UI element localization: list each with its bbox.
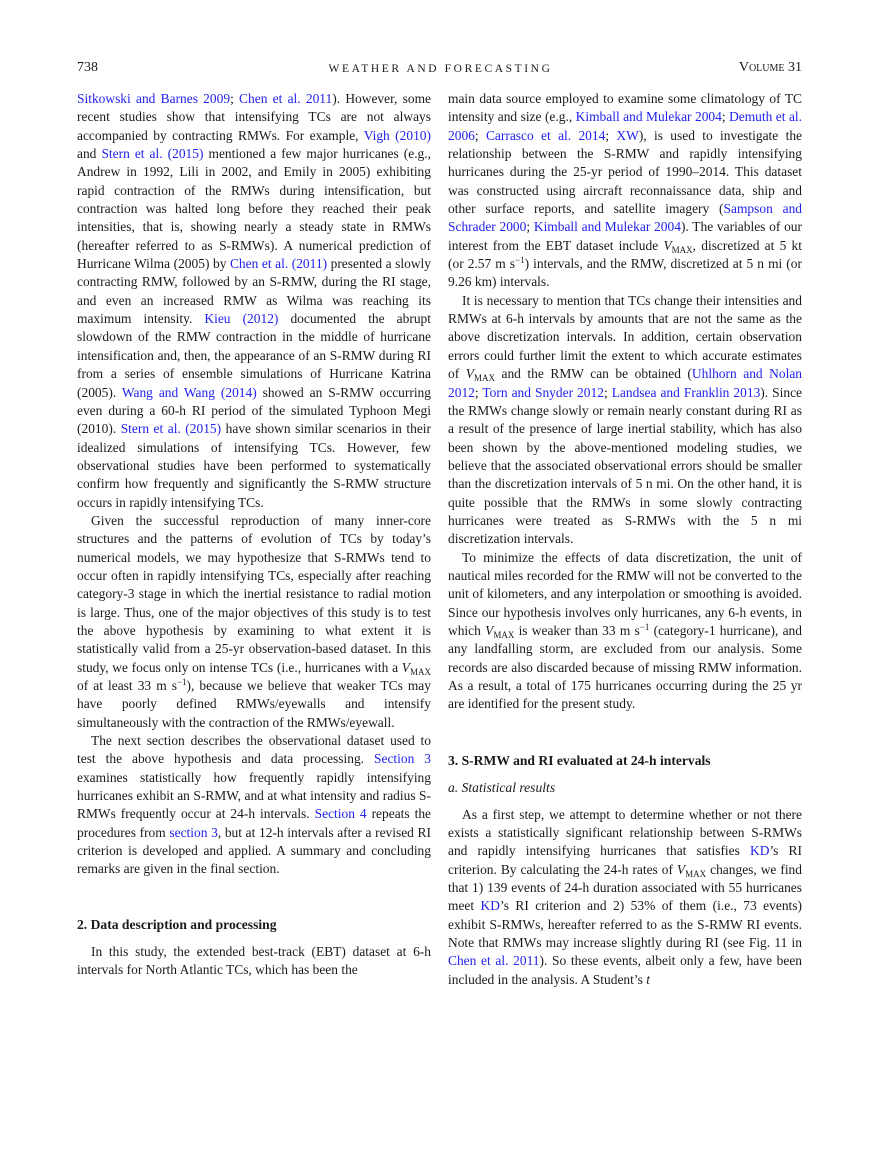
citation-link[interactable]: [239, 91, 332, 106]
run-text: mentioned a few major hurricanes (e.g., Andrew in 1992, Lili in 2002, and Emily in 2005) exhibiting rapid contraction of the RMWs during intensification, but contraction was halted long before they reached their peak intensities, that is, showing nearly a steady state in RMWs (hereafter referred to as S-RMWs). A numerical prediction of Hurricane Wilma (2005) by: [77, 146, 431, 272]
run-text: have shown similar scenarios in their idealized simulations of intensifying TCs. However, few observational studies have been performed to systematically confirm how frequently and significantly the S-RMW structure occurs in rapidly intensifying TCs.: [77, 421, 431, 510]
math-symbol: [677, 862, 706, 877]
text-run: [77, 146, 431, 271]
body-paragraph: [77, 512, 431, 732]
citation-link[interactable]: [77, 91, 230, 106]
run-text: , but at 12-h intervals after a revised RI criterion is developed and applied. A summary and concluding remarks are given in the final section.: [77, 824, 431, 877]
citation-link[interactable]: [616, 128, 638, 143]
journal-title: WEATHER AND FORECASTING: [328, 63, 553, 75]
page-number: 738: [77, 60, 98, 75]
run-text: XW: [616, 127, 639, 143]
text-run: [514, 623, 649, 638]
run-text: ;: [605, 127, 617, 143]
run-text: V: [465, 366, 474, 382]
text-run: [495, 366, 692, 381]
run-text: ;: [474, 384, 483, 400]
run-text: ;: [603, 384, 612, 400]
subsection-heading: a. Statistical results: [448, 779, 556, 795]
section-heading: 2. Data description and processing: [77, 916, 277, 932]
math-symbol: [663, 238, 692, 253]
run-text: ), is used to investigate the relationship between the S-RMW and rapidly intensifying hurricanes during the 25-yr period of 1990–2014. This dataset was constructed using aircraft reconnaissance data, ship and other surface reports, and satellite imagery (: [448, 127, 803, 217]
run-text: Uhlhorn and Nolan 2012: [448, 366, 803, 400]
run-text: (category-1 hurricane), and any landfalling storm, are excluded from our analysis. Some records are also discarded because of missing RMW information. As a result, a total of 175 hurricanes occurring during the 25 yr are identified for the present study.: [448, 622, 802, 712]
run-text: It is necessary to mention that TCs change their intensities and RMWs at 6-h intervals by amounts that are not the same as the above discretization intervals. In addition, certain observation errors could further limit the extent to which accurate estimates of: [448, 292, 802, 382]
run-text: KD: [480, 898, 500, 914]
run-text: is weaker than 33 m s: [514, 622, 640, 638]
superscript: −1: [176, 677, 187, 687]
run-text: ’s RI criterion. By calculating the 24-h rates of: [448, 843, 802, 877]
run-text: Section 4: [314, 806, 367, 822]
text-run: [77, 944, 431, 977]
subscript: MAX: [685, 868, 707, 879]
run-text: showed an S-RMW occurring even during a 60-h RI period of the simulated Typhoon Megi (2010).: [77, 384, 431, 437]
run-text: Kieu (2012): [204, 311, 279, 327]
run-text: KD: [750, 843, 770, 859]
text-run: [526, 219, 533, 234]
run-text: Torn and Snyder 2012: [482, 384, 604, 400]
run-text: Kimball and Mulekar 2004: [575, 109, 722, 125]
run-text: documented the abrupt slowdown of the RMW contraction in the middle of hurricane intensification and, then, the appearance of an S-RMW during RI from a series of ensemble simulations of Hurricane Katrina (2005).: [77, 311, 432, 400]
run-text: ), because we believe that weaker TCs may have poorly defined RMWs/eyewalls and intensify simultaneously with the contraction of the RMWs/eyewall.: [77, 678, 431, 730]
subscript: MAX: [409, 666, 431, 677]
run-text: ;: [721, 109, 730, 125]
run-text: and the RMW can be obtained (: [494, 366, 692, 382]
body-paragraph: [448, 549, 802, 714]
citation-link[interactable]: [101, 146, 203, 161]
run-text: main data source employed to examine some climatology of TC intensity and size (e.g.,: [448, 91, 802, 125]
citation-link[interactable]: [169, 825, 217, 840]
run-text: of at least 33 m s: [77, 678, 177, 693]
citation-link[interactable]: [230, 256, 327, 271]
run-text: ;: [474, 127, 486, 143]
run-text: V: [676, 861, 686, 877]
citation-link[interactable]: [364, 128, 431, 143]
subscript: MAX: [671, 244, 693, 255]
superscript: −1: [639, 621, 650, 632]
run-text: ;: [230, 91, 240, 106]
run-text: V: [663, 237, 672, 253]
run-text: Chen et al. (2011): [229, 256, 328, 272]
run-text: and: [77, 146, 102, 162]
run-text: ). Since the RMWs change slowly or remain nearly constant during RI as a result of the presence of large inertial stability, which has also been shown by the above-mentioned modeling studies, we believe that the associated observational errors should be smaller than the discretization intervals of 5 n mi. On the other hand, it is quite possible that the RMWs in some slowly contracting hurricanes were treated as S-RMWs with the 5 n mi discretization intervals.: [448, 384, 802, 547]
citation-link[interactable]: [534, 219, 681, 234]
run-text: As a first step, we attempt to determine whether or not there exists a statistically significant relationship between S-RMWs and rapidly intensifying hurricanes that satisfies: [448, 806, 802, 859]
math-symbol: [485, 623, 514, 638]
text-run: [722, 109, 729, 124]
body-paragraph: [77, 943, 431, 980]
run-text: Sitkowski and Barnes 2009: [77, 91, 231, 106]
text-run: [448, 385, 802, 547]
run-text: Carrasco et al. 2014: [485, 127, 606, 143]
run-text: Chen et al. 2011: [448, 953, 540, 969]
subscript: MAX: [493, 629, 515, 640]
superscript: −1: [515, 255, 525, 266]
run-text: V: [401, 659, 410, 675]
text-run: [448, 807, 802, 859]
citation-link[interactable]: [750, 843, 769, 858]
run-text: V: [485, 622, 494, 638]
run-text: presented a slowly contracting RMW, followed by an S-RMW, during the RI stage, and even an increased RMW as Wilma was reaching its maximum intensity.: [77, 256, 431, 327]
citation-link[interactable]: [374, 751, 431, 766]
text-run: [77, 678, 187, 693]
citation-link[interactable]: [448, 953, 540, 968]
run-text: ). The variables of our interest from the EBT dataset include: [448, 219, 802, 253]
run-text: ) intervals, and the RMW, discretized at 5 n mi (or 9.26 km) intervals.: [448, 256, 802, 290]
run-text: Wang and Wang (2014): [121, 384, 257, 400]
text-run: [230, 91, 239, 106]
run-text: Kimball and Mulekar 2004: [533, 219, 681, 235]
body-paragraph: [77, 732, 431, 879]
run-text: ’s RI criterion and 2) 53% of them (i.e., 73 events) exhibit S-RMWs, hereafter referred to as the S-RMW RI events. Note that RMWs may increase slightly during RI (see Fig. 11 in: [448, 898, 802, 951]
citation-link[interactable]: [482, 385, 604, 400]
body-paragraph: [77, 90, 431, 512]
right-column: [448, 90, 802, 989]
body-paragraph: [448, 292, 802, 549]
run-text: changes, we find that 1) 139 events of 24-h duration associated with 55 hurricanes meet: [448, 861, 802, 914]
run-text: Given the successful reproduction of many inner-core structures and the patterns of evolution of TCs by today’s numerical models, we may hypothesize that S-RMWs tend to occur often in rapidly intensifying TCs, especially after reaching category-3 stage in which the inertial resistance to radial motion is large. Thus, one of the major objectives of this study is to test the above hypothesis by examining to what extent it is statistically valid from a 25-yr observation-based dataset. In this study, we focus only on intense TCs (i.e., hurricanes with a: [77, 512, 431, 675]
text-run: [605, 128, 616, 143]
run-text: section 3: [169, 824, 218, 840]
run-text: t: [646, 971, 650, 987]
text-run: [77, 146, 101, 161]
body-paragraph: [448, 806, 802, 989]
text-run: [475, 128, 486, 143]
body-paragraph: [448, 90, 802, 292]
run-text: examines statistically how frequently rapidly intensifying hurricanes exhibit an S-RMW, and at what intensity and radius S-RMWs frequently occur at 24-h intervals.: [77, 769, 431, 822]
text-run: [448, 898, 802, 950]
text-run: [77, 513, 431, 675]
run-text: ). However, some recent studies show that intensifying TCs are not always accompanied by contracting RMWs. For example,: [77, 91, 431, 143]
math-symbol: [646, 972, 650, 987]
volume-label: Volume 31: [738, 60, 802, 75]
run-text: Landsea and Franklin 2013: [611, 384, 761, 400]
run-text: , discretized at 5 kt (or 2.57 m s: [448, 237, 802, 272]
citation-link[interactable]: [612, 385, 761, 400]
citation-link[interactable]: [204, 311, 278, 326]
citation-link[interactable]: [122, 385, 257, 400]
run-text: The next section describes the observational dataset used to test the above hypothesis and data processing.: [77, 733, 431, 767]
math-symbol: [465, 366, 495, 384]
run-text: Vigh (2010): [363, 127, 431, 143]
run-text: Stern et al. (2015): [120, 421, 222, 437]
run-text: In this study, the extended best-track (EBT) dataset at 6-h intervals for North Atlantic TCs, which has been the: [77, 943, 431, 978]
text-run: [604, 385, 612, 400]
citation-link[interactable]: [486, 128, 605, 143]
left-column: [77, 90, 431, 979]
citation-link[interactable]: [315, 806, 367, 821]
citation-link[interactable]: [481, 898, 500, 913]
citation-link[interactable]: [576, 109, 722, 124]
run-text: Stern et al. (2015): [101, 146, 204, 162]
citation-link[interactable]: [121, 421, 221, 436]
run-text: ;: [526, 219, 534, 235]
run-text: ). So these events, albeit only a few, have been included in the analysis. A Student’s: [448, 953, 802, 987]
run-text: To minimize the effects of data discretization, the unit of nautical miles recorded for the RMW will not be converted to the unit of kilometers, and any interpolation or smoothing is avoided. Since our hypothesis involves only hurricanes, any 6-h events, in which: [448, 549, 802, 638]
run-text: repeats the procedures from: [77, 806, 432, 840]
run-text: Section 3: [374, 751, 431, 767]
section-heading: 3. S-RMW and RI evaluated at 24-h intervals: [448, 752, 711, 768]
run-text: Demuth et al. 2006: [448, 109, 803, 143]
subscript: MAX: [473, 373, 495, 384]
math-symbol: [402, 660, 431, 675]
run-text: Sampson and Schrader 2000: [448, 201, 803, 235]
run-text: Chen et al. 2011: [239, 91, 333, 106]
